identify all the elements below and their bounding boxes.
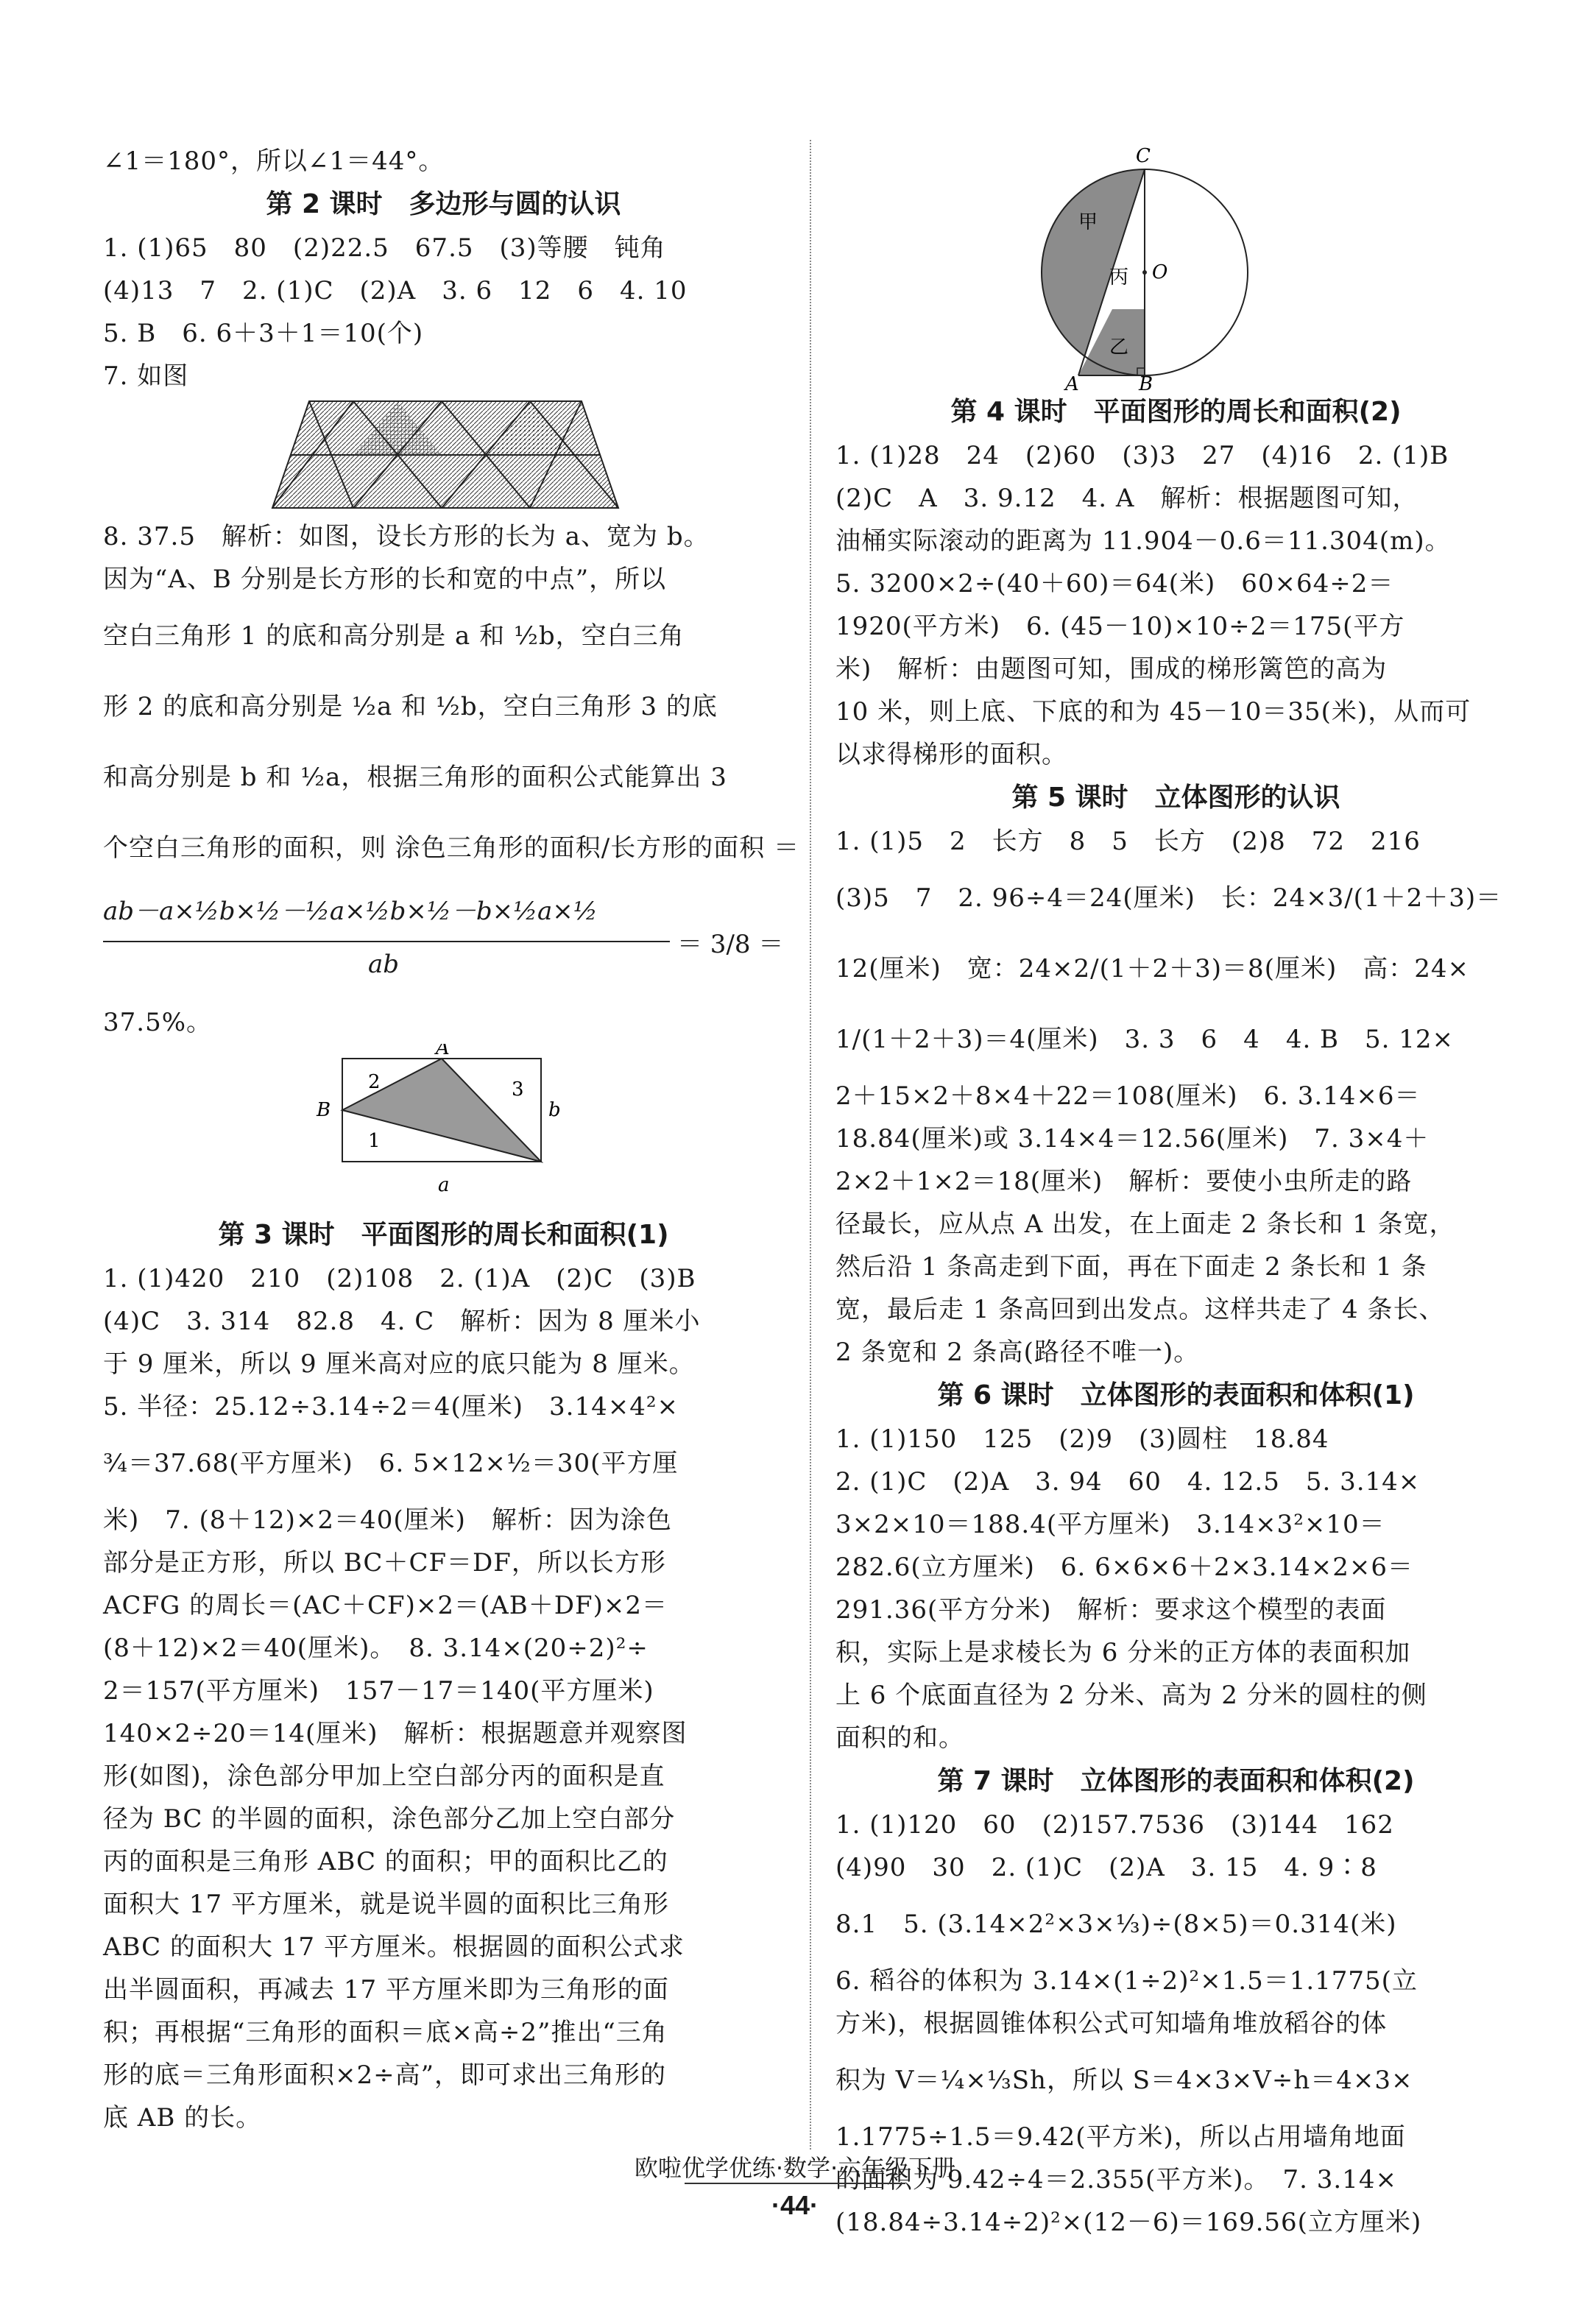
left-column	[103, 140, 800, 2139]
label-A: A	[1065, 373, 1079, 390]
label-bing: 丙	[1109, 266, 1129, 289]
text-line: 2. (1)C (2)A 3. 94 60 4. 12.5 5. 3.14×	[835, 1467, 1421, 1497]
rectangle-triangle-svg	[103, 1044, 784, 1213]
section-heading-lesson-6: 第 6 课时 立体图形的表面积和体积(1)	[937, 1380, 1415, 1410]
fraction-formula	[103, 883, 784, 1001]
text-line: 1. (1)28 24 (2)60 (3)3 27 (4)16 2. (1)B	[835, 441, 1449, 470]
text-line: 米) 解析：由题图可知，围成的梯形篱笆的高为	[835, 654, 1388, 684]
text-line: ACFG 的周长＝(AC＋CF)×2＝(AB＋DF)×2＝	[103, 1591, 668, 1620]
text-line: 2＋15×2＋8×4＋22＝108(厘米) 6. 3.14×6＝	[835, 1081, 1421, 1111]
footer-rule	[685, 2183, 905, 2184]
label-a: a	[438, 1174, 450, 1196]
text-line: 6. 稻谷的体积为 3.14×(1÷2)²×1.5＝1.1775(立	[835, 1966, 1418, 1996]
text-line: 1/(1＋2＋3)＝4(厘米) 3. 3 6 4 4. B 5. 12×	[835, 1025, 1455, 1054]
text-line: 18.84(厘米)或 3.14×4＝12.56(厘米) 7. 3×4＋	[835, 1124, 1430, 1154]
formula-numerator: ab－a×½b×½－½a×½b×½－b×½a×½	[103, 897, 598, 926]
label-3: 3	[512, 1078, 524, 1101]
label-B: B	[317, 1099, 331, 1121]
text-line: 于 9 厘米，所以 9 厘米高对应的底只能为 8 厘米。	[103, 1349, 695, 1379]
text-line: 宽，最后走 1 条高回到出发点。这样共走了 4 条长、	[835, 1295, 1445, 1324]
text-line: 形(如图)，涂色部分甲加上空白部分丙的面积是直	[103, 1762, 665, 1791]
text-line: 140×2÷20＝14(厘米) 解析：根据题意并观察图	[103, 1719, 688, 1748]
label-yi: 乙	[1109, 336, 1129, 359]
text-line: 丙的面积是三角形 ABC 的面积；甲的面积比乙的	[103, 1847, 668, 1876]
text-line: ∠1＝180°，所以∠1＝44°。	[103, 146, 445, 176]
text-line: 12(厘米) 宽：24×2/(1＋2＋3)＝8(厘米) 高：24×	[835, 954, 1469, 983]
text-line: 7. 如图	[103, 361, 189, 391]
text-line: 2×2＋1×2＝18(厘米) 解析：要使小虫所走的路	[835, 1167, 1413, 1196]
text-line: 1920(平方米) 6. (45－10)×10÷2＝175(平方	[835, 612, 1405, 641]
text-line: (18.84÷3.14÷2)²×(12－6)＝169.56(立方厘米)	[835, 2208, 1422, 2237]
text-line: 5. 半径：25.12÷3.14÷2＝4(厘米) 3.14×4²×	[103, 1392, 679, 1421]
trapezoid-grid-figure	[103, 398, 784, 515]
section-heading-lesson-5: 第 5 课时 立体图形的认识	[1011, 783, 1340, 813]
text-line: 积，实际上是求棱长为 6 分米的正方体的表面积加	[835, 1638, 1411, 1667]
text-line: 然后沿 1 条高走到下面，再在下面走 2 条长和 1 条	[835, 1252, 1427, 1282]
text-line: 部分是正方形，所以 BC＋CF＝DF，所以长方形	[103, 1548, 666, 1578]
text-line: (4)C 3. 314 82.8 4. C 解析：因为 8 厘米小	[103, 1307, 701, 1336]
column-divider	[810, 140, 811, 2150]
text-line: (4)13 7 2. (1)C (2)A 3. 6 12 6 4. 10	[103, 276, 688, 305]
label-A: A	[436, 1044, 450, 1059]
text-line: 282.6(立方厘米) 6. 6×6×6＋2×3.14×2×6＝	[835, 1553, 1414, 1582]
text-line: ABC 的面积大 17 平方厘米。根据圆的面积公式求	[103, 1932, 685, 1962]
text-line: 1. (1)5 2 长方 8 5 长方 (2)8 72 216	[835, 827, 1421, 856]
text-line: (2)C A 3. 9.12 4. A 解析：根据题图可知，	[835, 484, 1418, 513]
text-line: 1. (1)65 80 (2)22.5 67.5 (3)等腰 钝角	[103, 233, 666, 263]
section-heading-lesson-7: 第 7 课时 立体图形的表面积和体积(2)	[937, 1766, 1415, 1796]
text-line: 米) 7. (8＋12)×2＝40(厘米) 解析：因为涂色	[103, 1505, 672, 1535]
text-line: 上 6 个底面直径为 2 分米、高为 2 分米的圆柱的侧	[835, 1681, 1427, 1710]
label-O: O	[1152, 261, 1168, 283]
text-line: 因为“A、B 分别是长方形的长和宽的中点”，所以	[103, 565, 667, 594]
text-line: 8.1 5. (3.14×2²×3×⅓)÷(8×5)＝0.314(米)	[835, 1910, 1397, 1939]
right-column	[835, 147, 1516, 2244]
text-line: 1. (1)420 210 (2)108 2. (1)A (2)C (3)B	[103, 1264, 696, 1293]
text-line: 面积的和。	[835, 1723, 964, 1753]
text-line: 积；再根据“三角形的面积＝底×高÷2”推出“三角	[103, 2018, 668, 2047]
text-line: 径为 BC 的半圆的面积，涂色部分乙加上空白部分	[103, 1804, 676, 1834]
text-line: 形 2 的底和高分别是 ½a 和 ½b，空白三角形 3 的底	[103, 692, 718, 721]
semicircle-triangle-figure	[835, 147, 1516, 390]
text-line: 1. (1)150 125 (2)9 (3)圆柱 18.84	[835, 1424, 1329, 1454]
trapezoid-svg	[103, 398, 784, 515]
text-line: 空白三角形 1 的底和高分别是 a 和 ½b，空白三角	[103, 621, 685, 651]
text-line: 的面积为 9.42÷4＝2.355(平方米)。 7. 3.14×	[835, 2165, 1397, 2194]
text-line: 10 米，则上底、下底的和为 45－10＝35(米)，从而可	[835, 697, 1471, 727]
text-line: 径最长，应从点 A 出发，在上面走 2 条长和 1 条宽，	[835, 1209, 1455, 1239]
text-line: 出半圆面积，再减去 17 平方厘米即为三角形的面	[103, 1975, 669, 2005]
text-line: 5. B 6. 6＋3＋1＝10(个)	[103, 319, 424, 348]
label-B: B	[1139, 373, 1153, 390]
text-line: ¾＝37.68(平方厘米) 6. 5×12×½＝30(平方厘	[103, 1449, 679, 1478]
label-jia: 甲	[1078, 211, 1098, 233]
text-line: 1. (1)120 60 (2)157.7536 (3)144 162	[835, 1810, 1394, 1840]
text-line: 37.5%。	[103, 1008, 213, 1037]
text-line: 油桶实际滚动的距离为 11.904－0.6＝11.304(m)。	[835, 526, 1451, 556]
text-line: 面积大 17 平方厘米，就是说半圆的面积比三角形	[103, 1890, 669, 1919]
text-line: 3×2×10＝188.4(平方厘米) 3.14×3²×10＝	[835, 1510, 1385, 1539]
text-line: 底 AB 的长。	[103, 2103, 262, 2133]
page-number: ·44·	[771, 2190, 819, 2220]
text-line: 方米)，根据圆锥体积公式可知墙角堆放稻谷的体	[835, 2009, 1388, 2038]
text-line: 291.36(平方分米) 解析：要求这个模型的表面	[835, 1595, 1387, 1625]
text-line: 个空白三角形的面积，则 涂色三角形的面积/长方形的面积 ＝	[103, 833, 800, 863]
rectangle-triangle-figure	[103, 1044, 784, 1213]
label-1: 1	[368, 1130, 381, 1152]
text-line: 以求得梯形的面积。	[835, 740, 1067, 769]
section-heading-lesson-2: 第 2 课时 多边形与圆的认识	[266, 189, 621, 219]
text-line: 和高分别是 b 和 ½a，根据三角形的面积公式能算出 3	[103, 763, 727, 792]
formula-result: ＝ 3/8 ＝	[677, 930, 784, 959]
text-line: 5. 3200×2÷(40＋60)＝64(米) 60×64÷2＝	[835, 569, 1394, 598]
section-heading-lesson-3: 第 3 课时 平面图形的周长和面积(1)	[218, 1220, 669, 1250]
formula-denominator: ab	[368, 950, 400, 979]
label-b: b	[548, 1099, 561, 1121]
text-line: (8＋12)×2＝40(厘米)。 8. 3.14×(20÷2)²÷	[103, 1633, 649, 1663]
text-line: 形的底＝三角形面积×2÷高”，即可求出三角形的	[103, 2060, 666, 2090]
label-2: 2	[368, 1071, 381, 1093]
section-heading-lesson-4: 第 4 课时 平面图形的周长和面积(2)	[950, 397, 1402, 427]
text-line: 2＝157(平方厘米) 157－17＝140(平方厘米)	[103, 1676, 654, 1706]
text-line: (4)90 30 2. (1)C (2)A 3. 15 4. 9∶8	[835, 1853, 1377, 1882]
text-line: 积为 V＝¼×⅓Sh，所以 S＝4×3×V÷h＝4×3×	[835, 2066, 1413, 2095]
formula-bar	[103, 941, 670, 942]
text-line: 1.1775÷1.5＝9.42(平方米)，所以占用墙角地面	[835, 2122, 1406, 2152]
footer-book-title: 欧啦优学优练·数学·六年级下册	[634, 2154, 956, 2182]
label-C: C	[1136, 147, 1151, 167]
text-line: 2 条宽和 2 条高(路径不唯一)。	[835, 1338, 1200, 1367]
text-line: 8. 37.5 解析：如图，设长方形的长为 a、宽为 b。	[103, 522, 710, 551]
text-line: (3)5 7 2. 96÷4＝24(厘米) 长：24×3/(1＋2＋3)＝	[835, 883, 1502, 913]
semicircle-svg	[835, 147, 1516, 390]
